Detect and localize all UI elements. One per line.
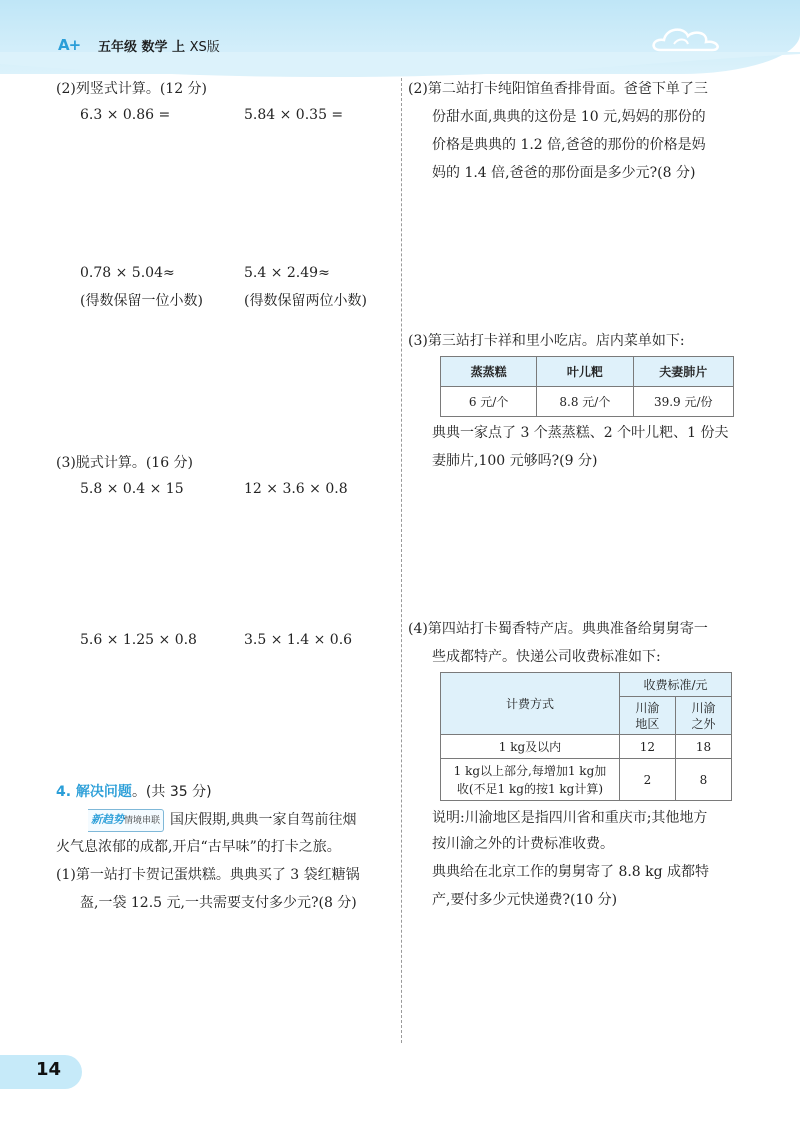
rounding-note-1: (得数保留一位小数) (80, 293, 203, 309)
fee-row1-label: 1 kg及以内 (441, 735, 620, 759)
shipping-fee-table (440, 672, 732, 801)
problem-4-question-1: 典典给在北京工作的舅舅寄了 8.8 kg 成都特 (432, 864, 710, 880)
edition-label: XS版 (189, 40, 220, 55)
fee-note-line-2: 按川渝之外的计费标准收费。 (432, 836, 614, 852)
problem-3-question-2: 妻肺片,100 元够吗?(9 分) (432, 453, 598, 469)
problem-3-intro: (3)第三站打卡祥和里小吃店。店内菜单如下: (408, 333, 685, 349)
book-title (98, 36, 220, 55)
fee-note-line-1: 说明:川渝地区是指四川省和重庆市;其他地方 (432, 810, 708, 826)
problem-3-question-1: 典典一家点了 3 个蒸蒸糕、2 个叶儿粑、1 份夫 (432, 425, 729, 441)
fee-row2-outside: 8 (675, 759, 731, 801)
q3-title: (3)脱式计算。(16 分) (56, 455, 194, 471)
vertical-expr-2: 5.84 × 0.35 = (244, 107, 344, 123)
fee-region-sichuan-chongqing: 川渝 地区 (619, 697, 675, 735)
q2-title: (2)列竖式计算。(12 分) (56, 81, 208, 97)
problem-2-line-1: (2)第二站打卡纯阳馆鱼香排骨面。爸爸下单了三 (408, 81, 708, 97)
vertical-expr-4: 5.4 × 2.49≈ (244, 265, 330, 281)
rounding-note-2: (得数保留两位小数) (244, 293, 367, 309)
menu-price-1: 6 元/个 (441, 387, 537, 417)
section-4-heading (56, 781, 212, 801)
stepwise-expr-4: 3.5 × 1.4 × 0.6 (244, 632, 353, 648)
menu-header-1: 蒸蒸糕 (441, 357, 537, 387)
menu-price-3: 39.9 元/份 (633, 387, 733, 417)
cloud-icon (650, 20, 730, 60)
brand-logo: A+ (58, 36, 81, 54)
column-divider (401, 78, 402, 1043)
fee-standard-header: 收费标准/元 (619, 673, 731, 697)
fee-method-header: 计费方式 (441, 673, 620, 735)
vertical-expr-1: 6.3 × 0.86 = (80, 107, 171, 123)
problem-2-line-2: 份甜水面,典典的这份是 10 元,妈妈的那份的 (432, 109, 706, 125)
menu-price-2: 8.8 元/个 (537, 387, 633, 417)
fee-row2-label: 1 kg以上部分,每增加1 kg加 收(不足1 kg的按1 kg计算) (441, 759, 620, 801)
intro-line-2: 火气息浓郁的成都,开启“古早味”的打卡之旅。 (56, 839, 341, 855)
problem-4-line-1: (4)第四站打卡蜀香特产店。典典准备给舅舅寄一 (408, 621, 708, 637)
problem-4-question-2: 产,要付多少元快递费?(10 分) (432, 892, 618, 908)
stepwise-expr-2: 12 × 3.6 × 0.8 (244, 481, 348, 497)
trend-badge: 新趋势情境串联 (88, 809, 164, 832)
menu-header-2: 叶儿粑 (537, 357, 633, 387)
fee-row1-local: 12 (619, 735, 675, 759)
menu-table (440, 356, 734, 417)
problem-1-line-1: (1)第一站打卡贺记蛋烘糕。典典买了 3 袋红糖锅 (56, 867, 360, 883)
stepwise-expr-3: 5.6 × 1.25 × 0.8 (80, 632, 197, 648)
section-4-number: 4. 解决问题 (56, 784, 132, 800)
intro-line-1: 新趋势情境串联 国庆假期,典典一家自驾前往烟 (88, 809, 356, 832)
section-4-score: 。(共 35 分) (131, 784, 212, 800)
problem-1-line-2: 盔,一袋 12.5 元,一共需要支付多少元?(8 分) (80, 895, 357, 911)
problem-4-line-2: 些成都特产。快递公司收费标准如下: (432, 649, 661, 665)
fee-row2-local: 2 (619, 759, 675, 801)
page-number: 14 (36, 1059, 62, 1080)
grade-subject: 五年级 数学 上 (98, 40, 186, 55)
stepwise-expr-1: 5.8 × 0.4 × 15 (80, 481, 184, 497)
fee-row1-outside: 18 (675, 735, 731, 759)
vertical-expr-3: 0.78 × 5.04≈ (80, 265, 175, 281)
fee-region-outside: 川渝 之外 (675, 697, 731, 735)
problem-2-line-4: 妈的 1.4 倍,爸爸的那份面是多少元?(8 分) (432, 165, 696, 181)
menu-header-3: 夫妻肺片 (633, 357, 733, 387)
problem-2-line-3: 价格是典典的 1.2 倍,爸爸的那份的价格是妈 (432, 137, 706, 153)
